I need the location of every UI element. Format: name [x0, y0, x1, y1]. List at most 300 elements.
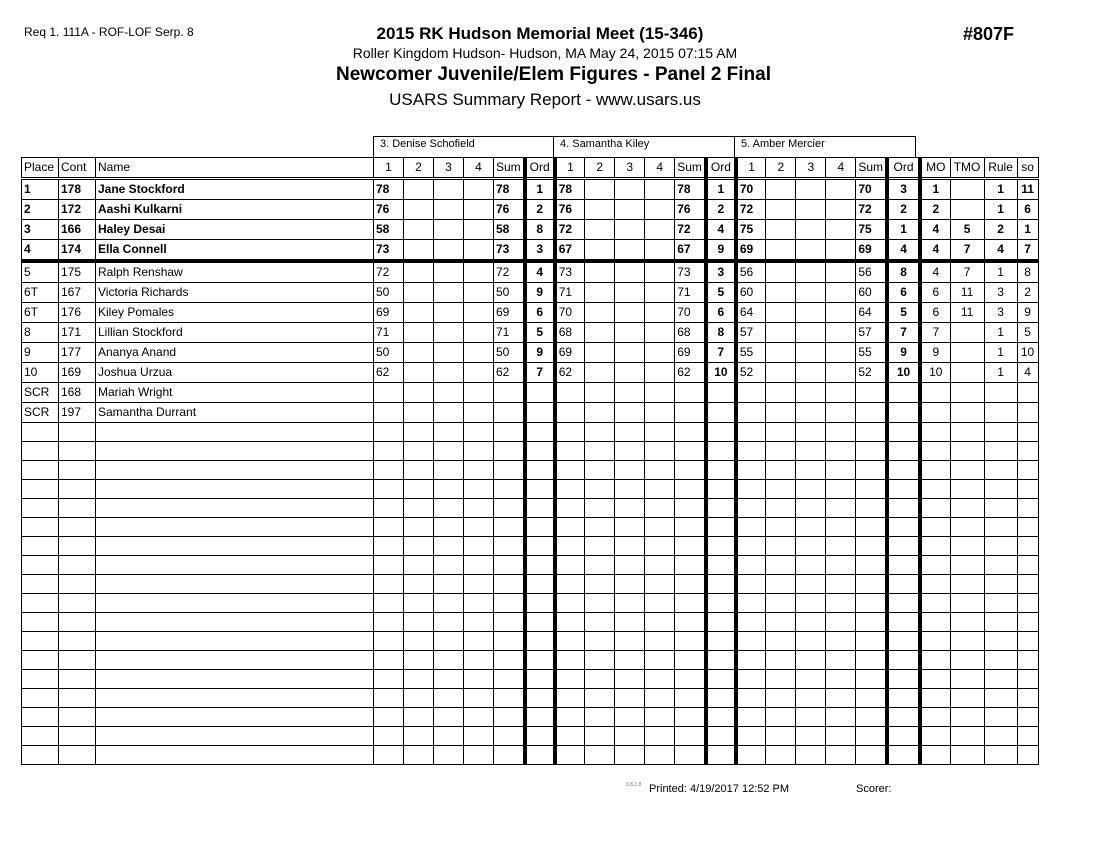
- empty-cell: [796, 651, 826, 670]
- empty-cell: [826, 613, 856, 632]
- empty-cell: [615, 613, 645, 632]
- empty-cell: [434, 537, 464, 556]
- judge4-ord-cell: 5: [706, 283, 736, 303]
- empty-cell: [585, 423, 615, 442]
- judge4-fig1-cell: 73: [555, 261, 585, 283]
- empty-cell: [796, 423, 826, 442]
- judge5-fig3-cell: [796, 303, 826, 323]
- empty-table-row: [22, 632, 1039, 651]
- empty-cell: [1017, 537, 1038, 556]
- empty-cell: [950, 651, 984, 670]
- empty-cell: [22, 727, 59, 746]
- rule-cell: 1: [984, 343, 1017, 363]
- col-j3-f1: 1: [374, 158, 404, 179]
- judge5-sum-cell: [856, 403, 887, 423]
- empty-table-row: [22, 556, 1039, 575]
- empty-cell: [96, 651, 374, 670]
- empty-cell: [525, 556, 555, 575]
- empty-cell: [374, 689, 404, 708]
- empty-cell: [525, 423, 555, 442]
- so-cell: 4: [1017, 363, 1038, 383]
- judge4-ord-cell: 1: [706, 179, 736, 200]
- judge3-fig1-cell: 73: [374, 240, 404, 262]
- cont-cell: 177: [59, 343, 96, 363]
- mo-cell: 7: [920, 323, 950, 343]
- name-cell: Aashi Kulkarni: [96, 200, 374, 220]
- empty-cell: [766, 689, 796, 708]
- judge4-fig2-cell: [585, 261, 615, 283]
- judge3-sum-cell: 50: [494, 283, 525, 303]
- empty-cell: [796, 480, 826, 499]
- empty-cell: [494, 480, 525, 499]
- empty-cell: [984, 575, 1017, 594]
- col-rule: Rule: [984, 158, 1017, 179]
- empty-cell: [887, 613, 920, 632]
- empty-cell: [675, 632, 706, 651]
- judge4-fig2-cell: [585, 220, 615, 240]
- rule-cell: 3: [984, 283, 1017, 303]
- judge4-fig4-cell: [645, 343, 675, 363]
- empty-cell: [675, 689, 706, 708]
- empty-table-row: [22, 480, 1039, 499]
- empty-cell: [494, 499, 525, 518]
- empty-cell: [950, 613, 984, 632]
- judge5-fig1-cell: 69: [736, 240, 766, 262]
- judge4-ord-cell: 4: [706, 220, 736, 240]
- empty-cell: [494, 651, 525, 670]
- empty-cell: [464, 461, 494, 480]
- name-cell: Ralph Renshaw: [96, 261, 374, 283]
- empty-cell: [434, 423, 464, 442]
- judge5-ord-cell: 9: [887, 343, 920, 363]
- meet-title: 2015 RK Hudson Memorial Meet (15-346): [376, 24, 704, 43]
- empty-table-row: [22, 746, 1039, 765]
- empty-cell: [645, 594, 675, 613]
- empty-cell: [887, 537, 920, 556]
- empty-cell: [856, 632, 887, 651]
- judge3-sum-cell: 72: [494, 261, 525, 283]
- empty-cell: [494, 518, 525, 537]
- empty-cell: [887, 670, 920, 689]
- empty-cell: [950, 518, 984, 537]
- empty-cell: [59, 556, 96, 575]
- empty-cell: [615, 537, 645, 556]
- judge3-fig4-cell: [464, 303, 494, 323]
- empty-cell: [494, 613, 525, 632]
- judge4-sum-cell: 62: [675, 363, 706, 383]
- empty-cell: [464, 689, 494, 708]
- empty-cell: [374, 727, 404, 746]
- judge4-fig3-cell: [615, 179, 645, 200]
- empty-cell: [645, 575, 675, 594]
- empty-table-row: [22, 442, 1039, 461]
- empty-cell: [766, 594, 796, 613]
- empty-cell: [464, 613, 494, 632]
- col-j4-f4: 4: [645, 158, 675, 179]
- empty-cell: [464, 594, 494, 613]
- judge3-sum-cell: 78: [494, 179, 525, 200]
- table-row: [22, 383, 1039, 403]
- place-cell: SCR: [22, 383, 59, 403]
- empty-cell: [494, 708, 525, 727]
- empty-cell: [404, 746, 434, 765]
- judge-5-header: 5. Amber Mercier: [734, 136, 916, 157]
- judge5-sum-cell: 60: [856, 283, 887, 303]
- judge3-fig1-cell: 69: [374, 303, 404, 323]
- empty-cell: [984, 518, 1017, 537]
- judge3-fig1-cell: 76: [374, 200, 404, 220]
- empty-cell: [920, 499, 950, 518]
- judge3-ord-cell: 3: [525, 240, 555, 262]
- empty-cell: [434, 575, 464, 594]
- empty-cell: [766, 613, 796, 632]
- empty-cell: [59, 632, 96, 651]
- table-row: [22, 200, 1039, 220]
- judge3-fig3-cell: [434, 261, 464, 283]
- empty-table-row: [22, 708, 1039, 727]
- empty-cell: [766, 575, 796, 594]
- judge5-fig2-cell: [766, 220, 796, 240]
- place-cell: 4: [22, 240, 59, 262]
- empty-cell: [826, 442, 856, 461]
- rule-cell: 1: [984, 363, 1017, 383]
- col-so: so: [1017, 158, 1038, 179]
- empty-cell: [856, 480, 887, 499]
- empty-cell: [984, 461, 1017, 480]
- empty-cell: [22, 423, 59, 442]
- empty-cell: [766, 651, 796, 670]
- judge4-fig3-cell: [615, 403, 645, 423]
- name-cell: Joshua Urzua: [96, 363, 374, 383]
- empty-cell: [22, 651, 59, 670]
- judge3-fig2-cell: [404, 323, 434, 343]
- empty-cell: [920, 689, 950, 708]
- so-cell: [1017, 403, 1038, 423]
- judge3-fig4-cell: [464, 220, 494, 240]
- empty-cell: [59, 461, 96, 480]
- judge5-fig3-cell: [796, 200, 826, 220]
- empty-cell: [464, 442, 494, 461]
- empty-cell: [1017, 746, 1038, 765]
- empty-cell: [525, 442, 555, 461]
- judge3-ord-cell: 1: [525, 179, 555, 200]
- judge4-fig3-cell: [615, 323, 645, 343]
- empty-cell: [984, 613, 1017, 632]
- empty-cell: [96, 632, 374, 651]
- empty-cell: [22, 689, 59, 708]
- empty-cell: [59, 613, 96, 632]
- judge4-fig1-cell: 72: [555, 220, 585, 240]
- empty-cell: [464, 480, 494, 499]
- empty-cell: [826, 746, 856, 765]
- judge4-fig2-cell: [585, 200, 615, 220]
- col-j3-f3: 3: [434, 158, 464, 179]
- empty-cell: [96, 537, 374, 556]
- empty-cell: [59, 746, 96, 765]
- empty-cell: [887, 480, 920, 499]
- judge5-fig2-cell: [766, 363, 796, 383]
- empty-cell: [950, 689, 984, 708]
- empty-cell: [585, 708, 615, 727]
- empty-cell: [494, 689, 525, 708]
- judge5-fig1-cell: 75: [736, 220, 766, 240]
- empty-cell: [950, 537, 984, 556]
- empty-cell: [856, 575, 887, 594]
- judge5-fig2-cell: [766, 323, 796, 343]
- judge3-fig4-cell: [464, 240, 494, 262]
- name-cell: Lillian Stockford: [96, 323, 374, 343]
- judge5-ord-cell: 8: [887, 261, 920, 283]
- empty-table-row: [22, 651, 1039, 670]
- empty-cell: [404, 423, 434, 442]
- judge5-ord-cell: 6: [887, 283, 920, 303]
- empty-cell: [796, 556, 826, 575]
- empty-cell: [826, 708, 856, 727]
- empty-cell: [464, 708, 494, 727]
- empty-cell: [984, 442, 1017, 461]
- empty-cell: [950, 499, 984, 518]
- judge3-ord-cell: 9: [525, 343, 555, 363]
- empty-cell: [920, 651, 950, 670]
- mo-cell: 4: [920, 240, 950, 262]
- judge3-fig3-cell: [434, 303, 464, 323]
- judge4-fig1-cell: 71: [555, 283, 585, 303]
- empty-cell: [706, 632, 736, 651]
- judge3-fig4-cell: [464, 403, 494, 423]
- empty-cell: [615, 594, 645, 613]
- judge5-fig3-cell: [796, 323, 826, 343]
- empty-cell: [615, 442, 645, 461]
- judge5-fig2-cell: [766, 179, 796, 200]
- so-cell: 1: [1017, 220, 1038, 240]
- empty-cell: [984, 499, 1017, 518]
- empty-cell: [1017, 727, 1038, 746]
- empty-cell: [984, 651, 1017, 670]
- empty-cell: [826, 556, 856, 575]
- empty-cell: [555, 727, 585, 746]
- empty-cell: [434, 594, 464, 613]
- empty-cell: [615, 575, 645, 594]
- empty-cell: [856, 708, 887, 727]
- judge3-fig1-cell: 50: [374, 283, 404, 303]
- judge5-fig2-cell: [766, 261, 796, 283]
- empty-cell: [494, 575, 525, 594]
- judge3-fig2-cell: [404, 240, 434, 262]
- empty-cell: [796, 746, 826, 765]
- empty-cell: [555, 518, 585, 537]
- empty-cell: [920, 423, 950, 442]
- tmo-cell: 7: [950, 261, 984, 283]
- empty-cell: [22, 518, 59, 537]
- empty-cell: [59, 423, 96, 442]
- empty-cell: [796, 632, 826, 651]
- empty-cell: [615, 708, 645, 727]
- empty-cell: [96, 708, 374, 727]
- empty-cell: [887, 727, 920, 746]
- judge3-fig1-cell: 71: [374, 323, 404, 343]
- judge4-ord-cell: 7: [706, 343, 736, 363]
- tmo-cell: [950, 363, 984, 383]
- empty-cell: [856, 442, 887, 461]
- empty-cell: [404, 537, 434, 556]
- judge5-sum-cell: 56: [856, 261, 887, 283]
- empty-cell: [59, 651, 96, 670]
- judge5-fig4-cell: [826, 403, 856, 423]
- empty-cell: [887, 632, 920, 651]
- empty-cell: [404, 670, 434, 689]
- judge4-ord-cell: [706, 383, 736, 403]
- judge5-fig4-cell: [826, 303, 856, 323]
- empty-cell: [826, 423, 856, 442]
- empty-cell: [555, 499, 585, 518]
- empty-cell: [96, 556, 374, 575]
- empty-cell: [736, 423, 766, 442]
- judge5-fig3-cell: [796, 220, 826, 240]
- empty-cell: [856, 746, 887, 765]
- judge4-fig2-cell: [585, 323, 615, 343]
- empty-cell: [96, 518, 374, 537]
- judge4-fig4-cell: [645, 323, 675, 343]
- judge3-sum-cell: 58: [494, 220, 525, 240]
- judge3-fig3-cell: [434, 383, 464, 403]
- empty-cell: [984, 727, 1017, 746]
- empty-cell: [525, 499, 555, 518]
- judge3-fig1-cell: 72: [374, 261, 404, 283]
- cont-cell: 174: [59, 240, 96, 262]
- table-row: [22, 343, 1039, 363]
- empty-cell: [766, 423, 796, 442]
- empty-cell: [736, 746, 766, 765]
- empty-cell: [525, 632, 555, 651]
- col-j3-f2: 2: [404, 158, 434, 179]
- judge4-fig2-cell: [585, 343, 615, 363]
- empty-cell: [434, 651, 464, 670]
- empty-cell: [736, 442, 766, 461]
- empty-cell: [1017, 613, 1038, 632]
- empty-cell: [585, 632, 615, 651]
- judge5-fig3-cell: [796, 403, 826, 423]
- judge5-ord-cell: 2: [887, 200, 920, 220]
- cont-cell: 166: [59, 220, 96, 240]
- empty-cell: [615, 689, 645, 708]
- empty-cell: [675, 575, 706, 594]
- tmo-cell: [950, 200, 984, 220]
- col-j4-f1: 1: [555, 158, 585, 179]
- judge3-ord-cell: [525, 383, 555, 403]
- empty-cell: [1017, 689, 1038, 708]
- empty-cell: [22, 670, 59, 689]
- empty-cell: [796, 613, 826, 632]
- empty-cell: [59, 594, 96, 613]
- empty-cell: [615, 480, 645, 499]
- empty-cell: [585, 442, 615, 461]
- empty-cell: [404, 613, 434, 632]
- judge3-fig4-cell: [464, 363, 494, 383]
- empty-cell: [645, 480, 675, 499]
- empty-cell: [736, 651, 766, 670]
- mo-cell: 10: [920, 363, 950, 383]
- name-cell: Samantha Durrant: [96, 403, 374, 423]
- judge4-sum-cell: 67: [675, 240, 706, 262]
- judge5-fig2-cell: [766, 283, 796, 303]
- empty-cell: [984, 746, 1017, 765]
- empty-cell: [555, 442, 585, 461]
- empty-cell: [59, 499, 96, 518]
- empty-cell: [494, 727, 525, 746]
- empty-cell: [1017, 556, 1038, 575]
- empty-cell: [1017, 651, 1038, 670]
- empty-cell: [615, 518, 645, 537]
- empty-cell: [856, 670, 887, 689]
- judge5-fig1-cell: 56: [736, 261, 766, 283]
- empty-cell: [950, 632, 984, 651]
- judge5-sum-cell: [856, 383, 887, 403]
- empty-cell: [736, 632, 766, 651]
- empty-cell: [706, 746, 736, 765]
- empty-cell: [856, 556, 887, 575]
- empty-cell: [984, 480, 1017, 499]
- rule-cell: 1: [984, 323, 1017, 343]
- empty-cell: [22, 556, 59, 575]
- empty-cell: [404, 499, 434, 518]
- empty-cell: [404, 689, 434, 708]
- so-cell: 5: [1017, 323, 1038, 343]
- empty-cell: [984, 708, 1017, 727]
- judge3-fig3-cell: [434, 403, 464, 423]
- rule-cell: 3: [984, 303, 1017, 323]
- col-j5-sum: Sum: [856, 158, 887, 179]
- empty-cell: [856, 594, 887, 613]
- judge5-ord-cell: 1: [887, 220, 920, 240]
- empty-cell: [826, 461, 856, 480]
- place-cell: 1: [22, 179, 59, 200]
- empty-cell: [645, 518, 675, 537]
- empty-cell: [59, 442, 96, 461]
- empty-cell: [675, 461, 706, 480]
- table-row: [22, 220, 1039, 240]
- judge5-fig2-cell: [766, 303, 796, 323]
- empty-cell: [96, 480, 374, 499]
- empty-cell: [464, 670, 494, 689]
- judge5-fig3-cell: [796, 363, 826, 383]
- empty-cell: [887, 575, 920, 594]
- empty-cell: [736, 518, 766, 537]
- empty-cell: [96, 499, 374, 518]
- col-mo: MO: [920, 158, 950, 179]
- empty-cell: [22, 575, 59, 594]
- empty-cell: [736, 670, 766, 689]
- judge4-sum-cell: 78: [675, 179, 706, 200]
- empty-cell: [887, 499, 920, 518]
- judge5-fig1-cell: 60: [736, 283, 766, 303]
- empty-cell: [96, 613, 374, 632]
- empty-cell: [887, 594, 920, 613]
- empty-cell: [525, 727, 555, 746]
- place-cell: 5: [22, 261, 59, 283]
- empty-cell: [525, 518, 555, 537]
- empty-cell: [645, 632, 675, 651]
- judge5-fig3-cell: [796, 240, 826, 262]
- judge5-fig2-cell: [766, 240, 796, 262]
- empty-cell: [59, 670, 96, 689]
- empty-cell: [887, 442, 920, 461]
- so-cell: 9: [1017, 303, 1038, 323]
- judge4-ord-cell: 6: [706, 303, 736, 323]
- judge4-sum-cell: [675, 383, 706, 403]
- empty-cell: [525, 537, 555, 556]
- judge3-fig4-cell: [464, 200, 494, 220]
- judge5-fig4-cell: [826, 383, 856, 403]
